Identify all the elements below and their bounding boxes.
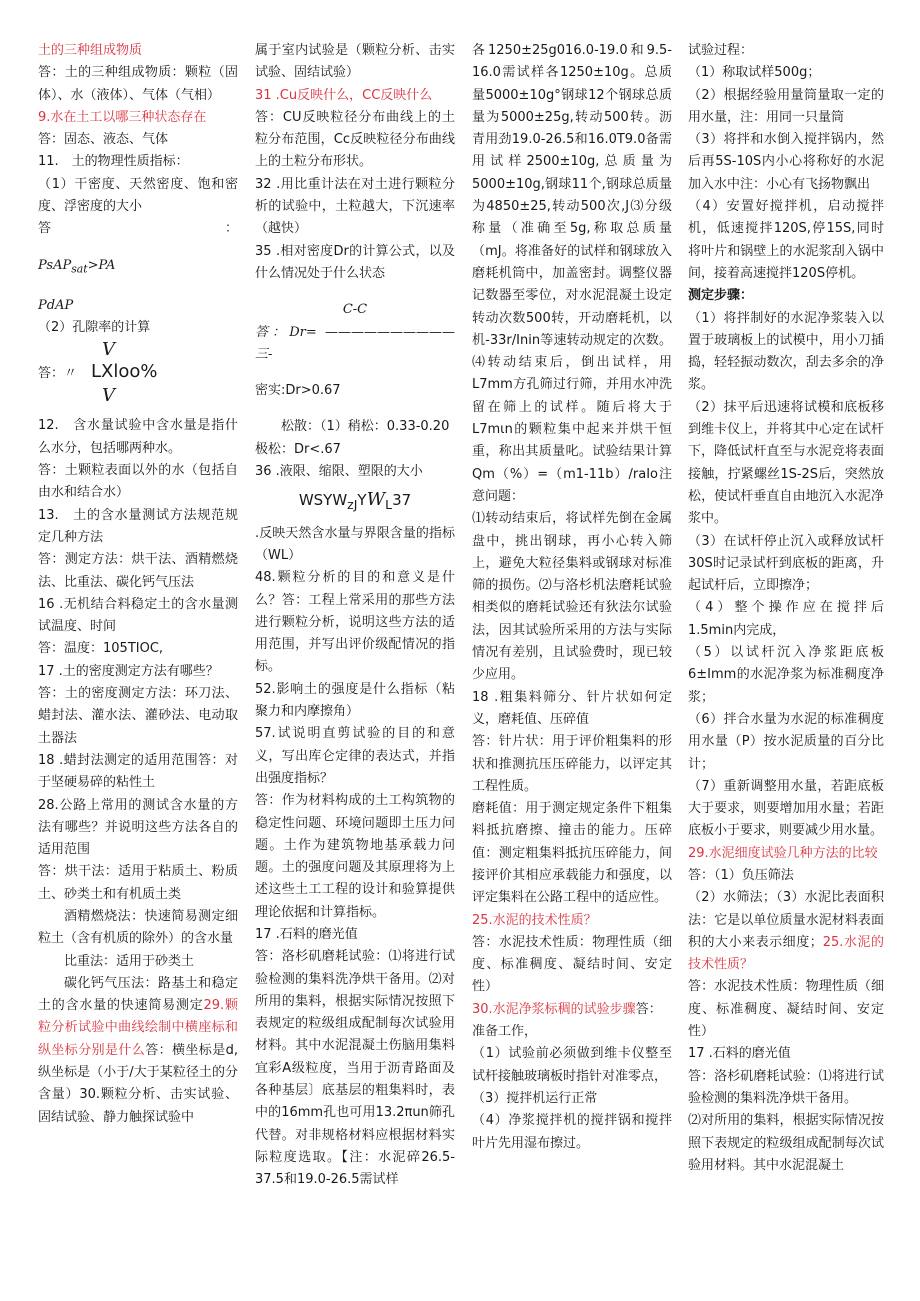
- formula-limits-tail: 37: [392, 491, 412, 510]
- answer-17-polish-repeat-1: 答：洛杉矶磨耗试验：⑴将进行试验检测的集料洗净烘干备用。: [688, 1068, 884, 1106]
- question-11-part-2: （2）孔隙率的计算: [38, 319, 151, 335]
- formula-limits-wl: W: [366, 489, 386, 511]
- question-soil-components: 土的三种组成物质: [38, 43, 143, 58]
- formula-density-sat-sub: sat: [71, 262, 88, 276]
- answer-11-prefix: 答: [38, 221, 52, 237]
- answer-16: 答：温度：105TIOC,: [38, 641, 164, 657]
- question-31: 31 .Cu反映什么，CC反映什么: [255, 87, 433, 103]
- answer-30-step-1: （1）试验前必须做到维卡仪整至试杆接触玻璃板时指针对准零点，: [472, 1046, 672, 1084]
- question-30-cement: [472, 999, 672, 1021]
- column-1: [38, 40, 238, 1129]
- measure-step-3: （3）在试杆停止沉入或释放试杆30S时记录试杆到底板的距离，升起试杆后，立即擦净；: [688, 533, 884, 594]
- formula-limits-sub: zJ: [347, 497, 358, 513]
- question-29: 29.颗粒分析试验中曲线绘制中横座标和纵坐标分别是什么: [38, 998, 238, 1058]
- column-2: [255, 40, 455, 1192]
- answer-28-oven: 答：烘干法：适用于粘质土、粉质土、砂类土和有机质土类: [38, 864, 238, 902]
- column-4: [688, 40, 884, 1177]
- measure-step-4: （4）整个操作应在搅拌后1.5min内完成，: [688, 600, 884, 638]
- procedure-step-2: （2）根据经验用量筒量取一定的用水量，注：用同一只量筒: [688, 87, 884, 125]
- formula-density-dry: PdAP: [38, 297, 74, 313]
- answer-11-label: [38, 218, 238, 240]
- measure-heading: 测定步骤：: [688, 288, 754, 304]
- question-12: 12. 含水量试验中含水量是指什么水分，包括哪两种水。: [38, 418, 238, 456]
- measure-step-2: （2）抹平后迅速将试模和底板移到维卡仪上，并将其中心定在试杆下，降低试杆直至与水泥竞将表面接触，拧紧螺丝1S-2S后，突然放松，使试杆垂直自由地沉入水泥净浆中。: [688, 399, 884, 527]
- answer-18-flaky: 答：针片状：用于评价粗集料的形状和推测抗压压碎能力，以评定其工程性质。: [472, 734, 672, 794]
- formula-porosity-label: 答：〃: [38, 366, 78, 382]
- spacer: [255, 285, 455, 299]
- formula-density-sat: [38, 255, 238, 281]
- abrasion-test-notes: ⑴转动结束后，将试样先倒在金属盘中，挑出钢球，再小心转入筛上，避免大粒径集料或钢球对标准筛的损伤。⑵与洛杉机法磨耗试验相类似的磨耗试验还有狄法尔试验法，因其试验所采用的方法与实际情况有差别，且试验费时，现已较少应用。: [472, 511, 672, 683]
- answer-28-alcohol: 酒精燃烧法：快速简易测定细粒土（含有机质的除外）的含水量: [38, 908, 238, 947]
- question-17-polish-repeat: 17 .石料的磨光值: [688, 1046, 791, 1062]
- question-30-cement-colon: 答：: [635, 1001, 662, 1017]
- answer-30-prep: 准备工作，: [472, 1024, 538, 1040]
- question-13: 13. 土的含水量测试方法规范规定几种方法: [38, 507, 238, 545]
- answer-13: 答：测定方法：烘干法、酒精燃烧法、比重法、碳化钙气压法: [38, 552, 238, 590]
- answer-28-calcium-carbide-text: 碳化钙气压法：路基土和稳定土的含水量的快速简易测定: [38, 975, 238, 1014]
- formula-porosity-denominator: V: [102, 385, 115, 407]
- answer-28-gravity: 比重法：适用于砂类土: [64, 953, 195, 969]
- formula-dr: 答：Dr= ——————————三-: [255, 324, 455, 362]
- procedure-step-4: （4）安置好搅拌机，启动搅拌机，低速搅拌120S,停15S,同时将叶片和锅壁上的水泥浆刮入锅中间，接着高速搅拌120S停机。: [688, 199, 884, 281]
- question-52: 52.影响土的强度是什么指标（粘聚力和内摩擦角）: [255, 681, 455, 720]
- procedure-heading: 试验过程：: [688, 43, 754, 58]
- measure-step-7: （7）重新调整用水量，若距底板大于要求，则要增加用水量；若距底板小于要求，则要减少用水量。: [688, 778, 884, 839]
- formula-porosity-numerator: V: [102, 339, 115, 361]
- question-17-polish: 17 .石料的磨光值: [255, 926, 358, 942]
- answer-29-water-sieve-text: （2）水筛法；（3）水泥比表面积法：它是以单位质量水泥材料表面积的大小来表示细度；: [688, 890, 884, 950]
- procedure-step-1: （1）称取试样500g；: [688, 65, 821, 81]
- formula-porosity: [38, 361, 238, 385]
- formula-limits-y: Y: [357, 491, 367, 510]
- question-16: 16 .无机结合料稳定土的含水量测试温度、时间: [38, 596, 238, 635]
- question-30-cement-title: 30.水泥净浆标稠的试验步骤: [472, 1001, 636, 1017]
- answer-12: 答：土颗粒表面以外的水（包括自由水和结合水）: [38, 463, 238, 501]
- measure-step-6: （6）拌合水量为水泥的标准稠度用水量（P）按水泥质量的百分比计；: [688, 711, 884, 772]
- procedure-step-3: （3）将拌和水倒入搅拌锅内，然后再5S-10S内小心将称好的水泥加入水中注：小心有飞扬物飘出: [688, 132, 884, 192]
- question-18: 18 .蜡封法测定的适用范围答：对于坚硬易碎的粘性土: [38, 752, 238, 791]
- answer-29-negative-pressure: 答：（1）负压筛法: [688, 867, 794, 883]
- spacer: [255, 402, 455, 416]
- formula-density-sat-main: PsAP: [38, 257, 72, 273]
- formula-limits-wl-sub: L: [385, 497, 393, 513]
- answer-35-very-loose: 极松：Dr<.67: [255, 441, 341, 457]
- answer-17-polish: 答：洛杉矶磨耗试验：⑴将进行试验检测的集料洗净烘干备用。⑵对所用的集料，根据实际情况按照下表规定的粒级组成配制每次试验用材料。其中水泥混凝土伤脑用集料宜彩A级粒度，当用于沥青路面及各种基层〕底基层的粗集料时，表中的16mm孔也可用13.2πun筛孔代替。对非规格材料应根据材料实际粒度选取。【注：水泥碎26.5-37.5和19.0-26.5需试样: [255, 949, 455, 1188]
- answer-17-polish-repeat-2: ⑵对所用的集料，根据实际情况按照下表规定的粒级组成配制每次试验用材料。其中水泥混凝土: [688, 1113, 884, 1173]
- answer-25: 答：水泥技术性质：物理性质（细度、标准稠度、凝结时间、安定性）: [472, 934, 672, 995]
- question-25-repeat: 25.水泥的技术性质？: [688, 934, 884, 973]
- abrasion-test-text: 各1250±25g016.0-19.0和9.5-16.0需试样各1250±10g。总质量5000±10g°钢球12个钢球总质量为5000±25g,转动500转。沥青用劲19.0-26.5和16.0T9.0备需用试样2500±10g,总质量为5000±10g,钢球11个,钢球总质量为4850±25,转动500次,J⑶分级称量（准确至5g,称取总质量（mJ。将准备好的试样和钢球放入磨耗机筒中，加盖密封。调整仪器记数器至零位，对水泥混凝土设定转动次数500转，开动磨耗机，以机-33r/Inin等速转动规定的次数。⑷转动结束后，倒出试样，用L7mm方孔筛过行筛，并用水冲洗留在筛上的试样。随后将大于L7mιn的颗粒集中起来并烘干恒重，称出其质量叱。试验结果计算Qm（%）=（m1-11b）/raIo注意问题：: [472, 43, 672, 504]
- question-11: 11. 土的物理性质指标：: [38, 154, 189, 170]
- answer-30-step-4: （4）净浆搅拌机的搅拌锅和搅拌叶片先用湿布擦过。: [472, 1113, 672, 1151]
- answer-29: 答：横坐标是d,纵坐标是（小于/大于某粒径土的分含量）30.颗粒分析、击实试验、固结试验、静力触探试验中: [38, 1042, 238, 1125]
- question-29-cement-fineness: 29.水泥细度试验几种方法的比较: [688, 845, 878, 861]
- answer-31: 答：CU反映粒径分布曲线上的土粒分布范围，Cc反映粒径分布曲线上的土粒分布形状。: [255, 109, 455, 170]
- question-25: 25.水泥的技术性质？: [472, 912, 597, 928]
- question-37: .反映天然含水量与界限含量的指标（WL）: [255, 525, 455, 563]
- question-57: 57.试说明直剪试验的目的和意义，写出库仑定律的表达式，并指出强度指标？: [255, 726, 455, 786]
- formula-density-sat-tail: >PA: [87, 257, 116, 273]
- question-18-aggregate: 18 .粗集料筛分、针片状如何定义，磨耗值、压碎值: [472, 689, 672, 727]
- question-17: 17 .土的密度测定方法有哪些？: [38, 663, 219, 679]
- spacer: [255, 366, 455, 380]
- column-3: [472, 40, 672, 1155]
- answer-18-abrasion: 磨耗值：用于测定规定条件下粗集料抵抗磨擦、撞击的能力。压碎值：测定粗集料抵抗压碎能力，间接评价其相应承载能力和强度，以评定集料在公路工程中的适应性。: [472, 801, 672, 906]
- answer-35-dense: 密实:Dr>0.67: [255, 383, 341, 399]
- question-36: 36 .液限、缩限、塑限的大小: [255, 464, 423, 480]
- answer-28-calcium-carbide: [38, 973, 238, 1129]
- answer-30-step-3: （3）搅拌机运行正常: [472, 1090, 598, 1106]
- formula-limits-wsyw: WSYW: [298, 491, 348, 510]
- question-9: 9.水在土工以哪三种状态存在: [38, 109, 207, 125]
- formula-dr-numerator: C-C: [342, 302, 368, 318]
- answer-57: 答：作为材料构成的土工构筑物的稳定性问题、环境问题即土压力问题。土作为建筑物地基承载力问题。土的强度问题及其原理将为上述这些土工工程的设计和验算提供理论依据和计算指标。: [255, 793, 455, 920]
- answer-35-loose: 松散：（1）稍松：0.33-0.20: [281, 419, 450, 435]
- question-11-part-1: （1）干密度、天然密度、饱和密度、浮密度的大小: [38, 176, 238, 215]
- question-32: 32 .用比重计法在对土进行颗粒分析的试验中，土粒越大，下沉速率（越快）: [255, 176, 455, 237]
- answer-30: 属于室内试验是（颗粒分析、击实试验、固结试验）: [255, 43, 455, 81]
- answer-soil-components: 答：土的三种组成物质：颗粒（固体）、水（液体）、气体（气相）: [38, 65, 238, 103]
- answer-25-repeat: 答：水泥技术性质：物理性质（细度、标准稠度、凝结时间、安定性）: [688, 979, 884, 1040]
- answer-9: 答：固态、液态、气体: [38, 132, 169, 148]
- answer-11-colon: ：: [224, 221, 238, 237]
- formula-limits: [255, 489, 455, 516]
- spacer: [38, 407, 238, 415]
- answer-17: 答：土的密度测定方法：环刀法、蜡封法、灌水法、灌砂法、电动取土器法: [38, 686, 238, 746]
- question-28: 28.公路上常用的测试含水量的方法有哪些？并说明这些方法各自的适用范围: [38, 797, 238, 858]
- question-48: 48.颗粒分析的目的和意义是什么？答：工程上常采用的那些方法进行颗粒分析，说明这些方法的适用范围，并写出评价级配情况的指标。: [255, 570, 455, 675]
- measure-step-1: （1）将拌制好的水泥净浆装入以置于玻璃板上的试模中，用小刀插捣，轻轻振动数次，刮去多余的净浆。: [688, 310, 884, 393]
- measure-step-5: （5）以试杆沉入净浆距底板6±Imm的水泥净浆为标准稠度净浆；: [688, 645, 884, 705]
- formula-porosity-expr: LXloo%: [91, 361, 158, 383]
- spacer: [38, 241, 238, 255]
- answer-29-water-sieve: [688, 887, 884, 976]
- spacer: [38, 281, 238, 295]
- question-35: 35 .相对密度Dr的计算公式，以及什么情况处于什么状态: [255, 243, 455, 281]
